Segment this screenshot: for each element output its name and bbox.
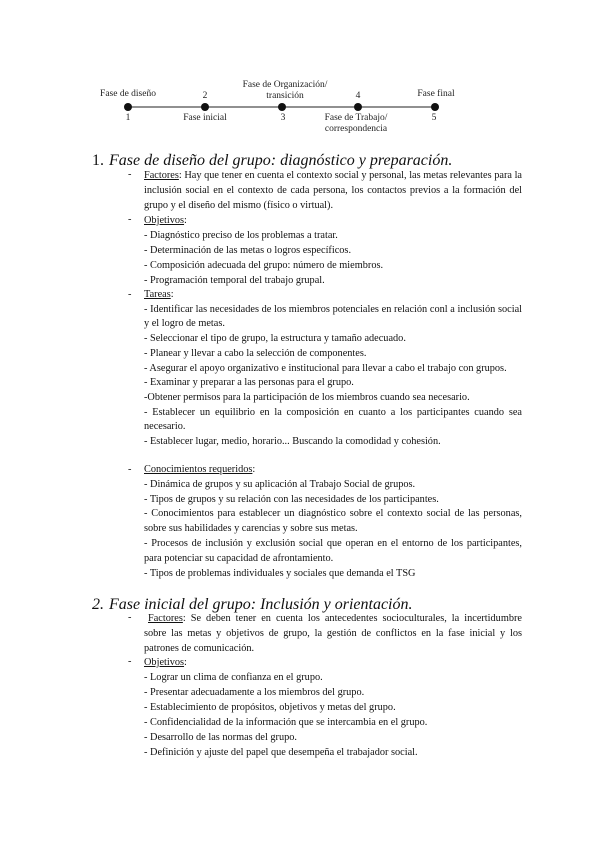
objetivos-2-block [144,655,522,760]
list-item: - Confidencialidad de la información que se intercambia en el grupo. [144,717,428,728]
timeline-node-1 [124,103,132,111]
list-item: - Establecer lugar, medio, horario... Buscando la comodidad y cohesión. [144,436,441,448]
timeline-node-2 [201,103,209,111]
tareas-colon: : [170,289,174,300]
timeline-node-3 [278,103,286,111]
timeline-top-label-3: Fase de Organización/ transición [242,80,328,101]
list-item: - Establecimiento de propósitos, objetivos y metas del grupo. [144,702,396,713]
timeline-top-label-1: Fase de diseño [100,89,156,99]
objetivos-heading: Objetivos [144,215,185,226]
phase-timeline [0,0,600,140]
objetivos-2-colon: : [184,657,187,668]
list-item: - Composición adecuada del grupo: número de miembros. [144,260,384,271]
bullet-dash: - [128,464,132,475]
objetivos-2-heading: Objetivos [144,657,185,668]
list-item: - Seleccionar el tipo de grupo, la estructura y tamaño adecuado. [144,333,406,345]
conocimientos-block [144,463,522,581]
tareas-heading: Tareas [144,289,171,300]
timeline-graphic [0,0,600,140]
timeline-top-label-5: Fase final [417,89,455,99]
list-item: - Identificar las necesidades de los miembros potenciales en relación conl a inclusión social y el logro de metas. [144,303,522,330]
factores-2-block [144,611,522,656]
list-item: - Diagnóstico preciso de los problemas a tratar. [144,230,338,241]
list-item: - Conocimientos para establecer un diagnóstico sobre el contexto social de las personas, sobre sus habilidades y carencias y sobre sus metas. [144,508,522,535]
timeline-bottom-label-4: Fase de Trabajo/ correspondencia [324,113,388,134]
factores-heading: Factores [144,170,179,181]
timeline-bottom-label-5: 5 [431,113,437,123]
list-item: - Asegurar el apoyo organizativo e institucional para llevar a cabo el trabajo con grupos. [144,362,507,374]
timeline-bottom-label-2: Fase inicial [183,113,227,123]
section-2-number: 2. [92,596,104,613]
timeline-bottom-label-1: 1 [125,113,131,123]
section-1-title: Fase de diseño del grupo: diagnóstico y preparación. [109,152,453,169]
list-item: - Planear y llevar a cabo la selección de componentes. [144,347,367,359]
list-item: - Desarrollo de las normas del grupo. [144,732,297,743]
tareas-block [144,288,522,450]
factores-block [144,168,522,213]
objetivos-colon: : [184,215,187,226]
bullet-dash: - [128,612,132,623]
timeline-node-4 [354,103,362,111]
timeline-node-5 [431,103,439,111]
bullet-dash: - [128,214,132,225]
section-1-number: 1. [92,152,104,169]
timeline-top-label-2: 2 [202,91,208,101]
bullet-dash: - [128,656,132,667]
factores-2-heading: Factores [148,613,183,624]
timeline-top-label-4: 4 [355,91,361,101]
conocimientos-heading: Conocimientos requeridos [144,464,253,475]
list-item: - Procesos de inclusión y exclusión social que operan en el entorno de los participantes, para potenciar su capacidad de afrontamiento. [144,537,522,564]
list-item: - Examinar y preparar a las personas para el grupo. [144,377,354,389]
list-item: - Definición y ajuste del papel que desempeña el trabajador social. [144,747,418,758]
factores-2-text: : Se deben tener en cuenta los antecedentes socioculturales, la incertidumbre sobre las metas y objetivos de grupo, la gestión de conflictos en la fase inicial y los patrones de comunicación. [144,613,522,654]
list-item: - Programación temporal del trabajo grupal. [144,275,325,286]
list-item: - Dinámica de grupos y su aplicación al Trabajo Social de grupos. [144,478,416,490]
conocimientos-colon: : [252,464,256,475]
section-2-title: Fase inicial del grupo: Inclusión y orientación. [109,596,413,613]
bullet-dash: - [128,289,132,300]
list-item: - Presentar adecuadamente a los miembros del grupo. [144,687,365,698]
objetivos-block [144,213,522,288]
list-item: -Obtener permisos para la participación de los miembros cuando sea necesario. [144,391,470,403]
list-item: - Establecer un equilibrio en la composición en cuanto a los participantes cuando sea necesario. [144,406,522,433]
list-item: - Tipos de problemas individuales y sociales que demanda el TSG [144,567,416,579]
bullet-dash: - [128,169,132,180]
factores-text: : Hay que tener en cuenta el contexto social y personal, las metas relevantes para la inclusión social en el contexto de cada persona, los contactos previos a la formación del grupo y el diseño del mismo (físico o virtual). [144,170,522,211]
list-item: - Lograr un clima de confianza en el grupo. [144,672,323,683]
list-item: - Determinación de las metas o logros específicos. [144,245,352,256]
list-item: - Tipos de grupos y su relación con las necesidades de los participantes. [144,493,439,505]
timeline-bottom-label-3: 3 [280,113,286,123]
